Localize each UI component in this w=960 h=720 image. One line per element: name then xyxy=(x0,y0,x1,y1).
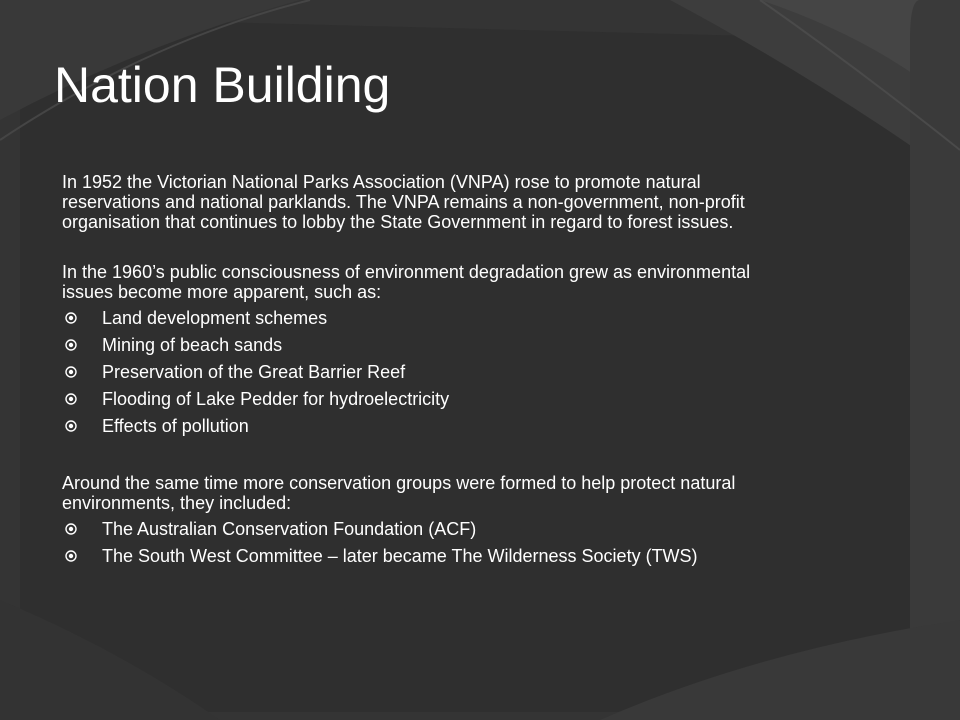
list-item-label: The South West Committee – later became The Wilderness Society (TWS) xyxy=(102,546,698,566)
circle-target-icon xyxy=(65,393,77,405)
list-item xyxy=(62,362,802,382)
list-item xyxy=(62,335,802,355)
groups-list xyxy=(62,519,802,566)
list-item-label: Effects of pollution xyxy=(102,416,249,436)
paragraph-spacer xyxy=(62,232,802,262)
slide-title: Nation Building xyxy=(54,57,391,113)
list-item-label: Preservation of the Great Barrier Reef xyxy=(102,362,406,382)
slide-content xyxy=(62,172,802,573)
paragraph-1960s: In the 1960’s public consciousness of environment degradation grew as environmental issues become more apparent, such as: xyxy=(62,262,751,302)
list-item-label: The Australian Conservation Foundation (ACF) xyxy=(102,519,477,539)
circle-target-icon xyxy=(65,523,77,535)
list-item-label: Mining of beach sands xyxy=(102,335,283,355)
circle-target-icon xyxy=(65,550,77,562)
list-item xyxy=(62,389,802,409)
list-item xyxy=(62,308,802,328)
circle-target-icon xyxy=(65,366,77,378)
list-item xyxy=(62,546,802,566)
list-item-label: Flooding of Lake Pedder for hydroelectricity xyxy=(102,389,450,409)
paragraph-vnpa: In 1952 the Victorian National Parks Association (VNPA) rose to promote natural reservations and national parklands. The VNPA remains a non-government, non-profit organisation that continues to lobby the State Government in regard to forest issues. xyxy=(62,172,745,232)
paragraph-spacer xyxy=(62,443,802,473)
paragraph-conservation-groups: Around the same time more conservation groups were formed to help protect natural environments, they included: xyxy=(62,473,736,513)
circle-target-icon xyxy=(65,312,77,324)
list-item xyxy=(62,416,802,436)
list-item xyxy=(62,519,802,539)
circle-target-icon xyxy=(65,420,77,432)
circle-target-icon xyxy=(65,339,77,351)
issues-list xyxy=(62,308,802,436)
list-item-label: Land development schemes xyxy=(102,308,328,328)
